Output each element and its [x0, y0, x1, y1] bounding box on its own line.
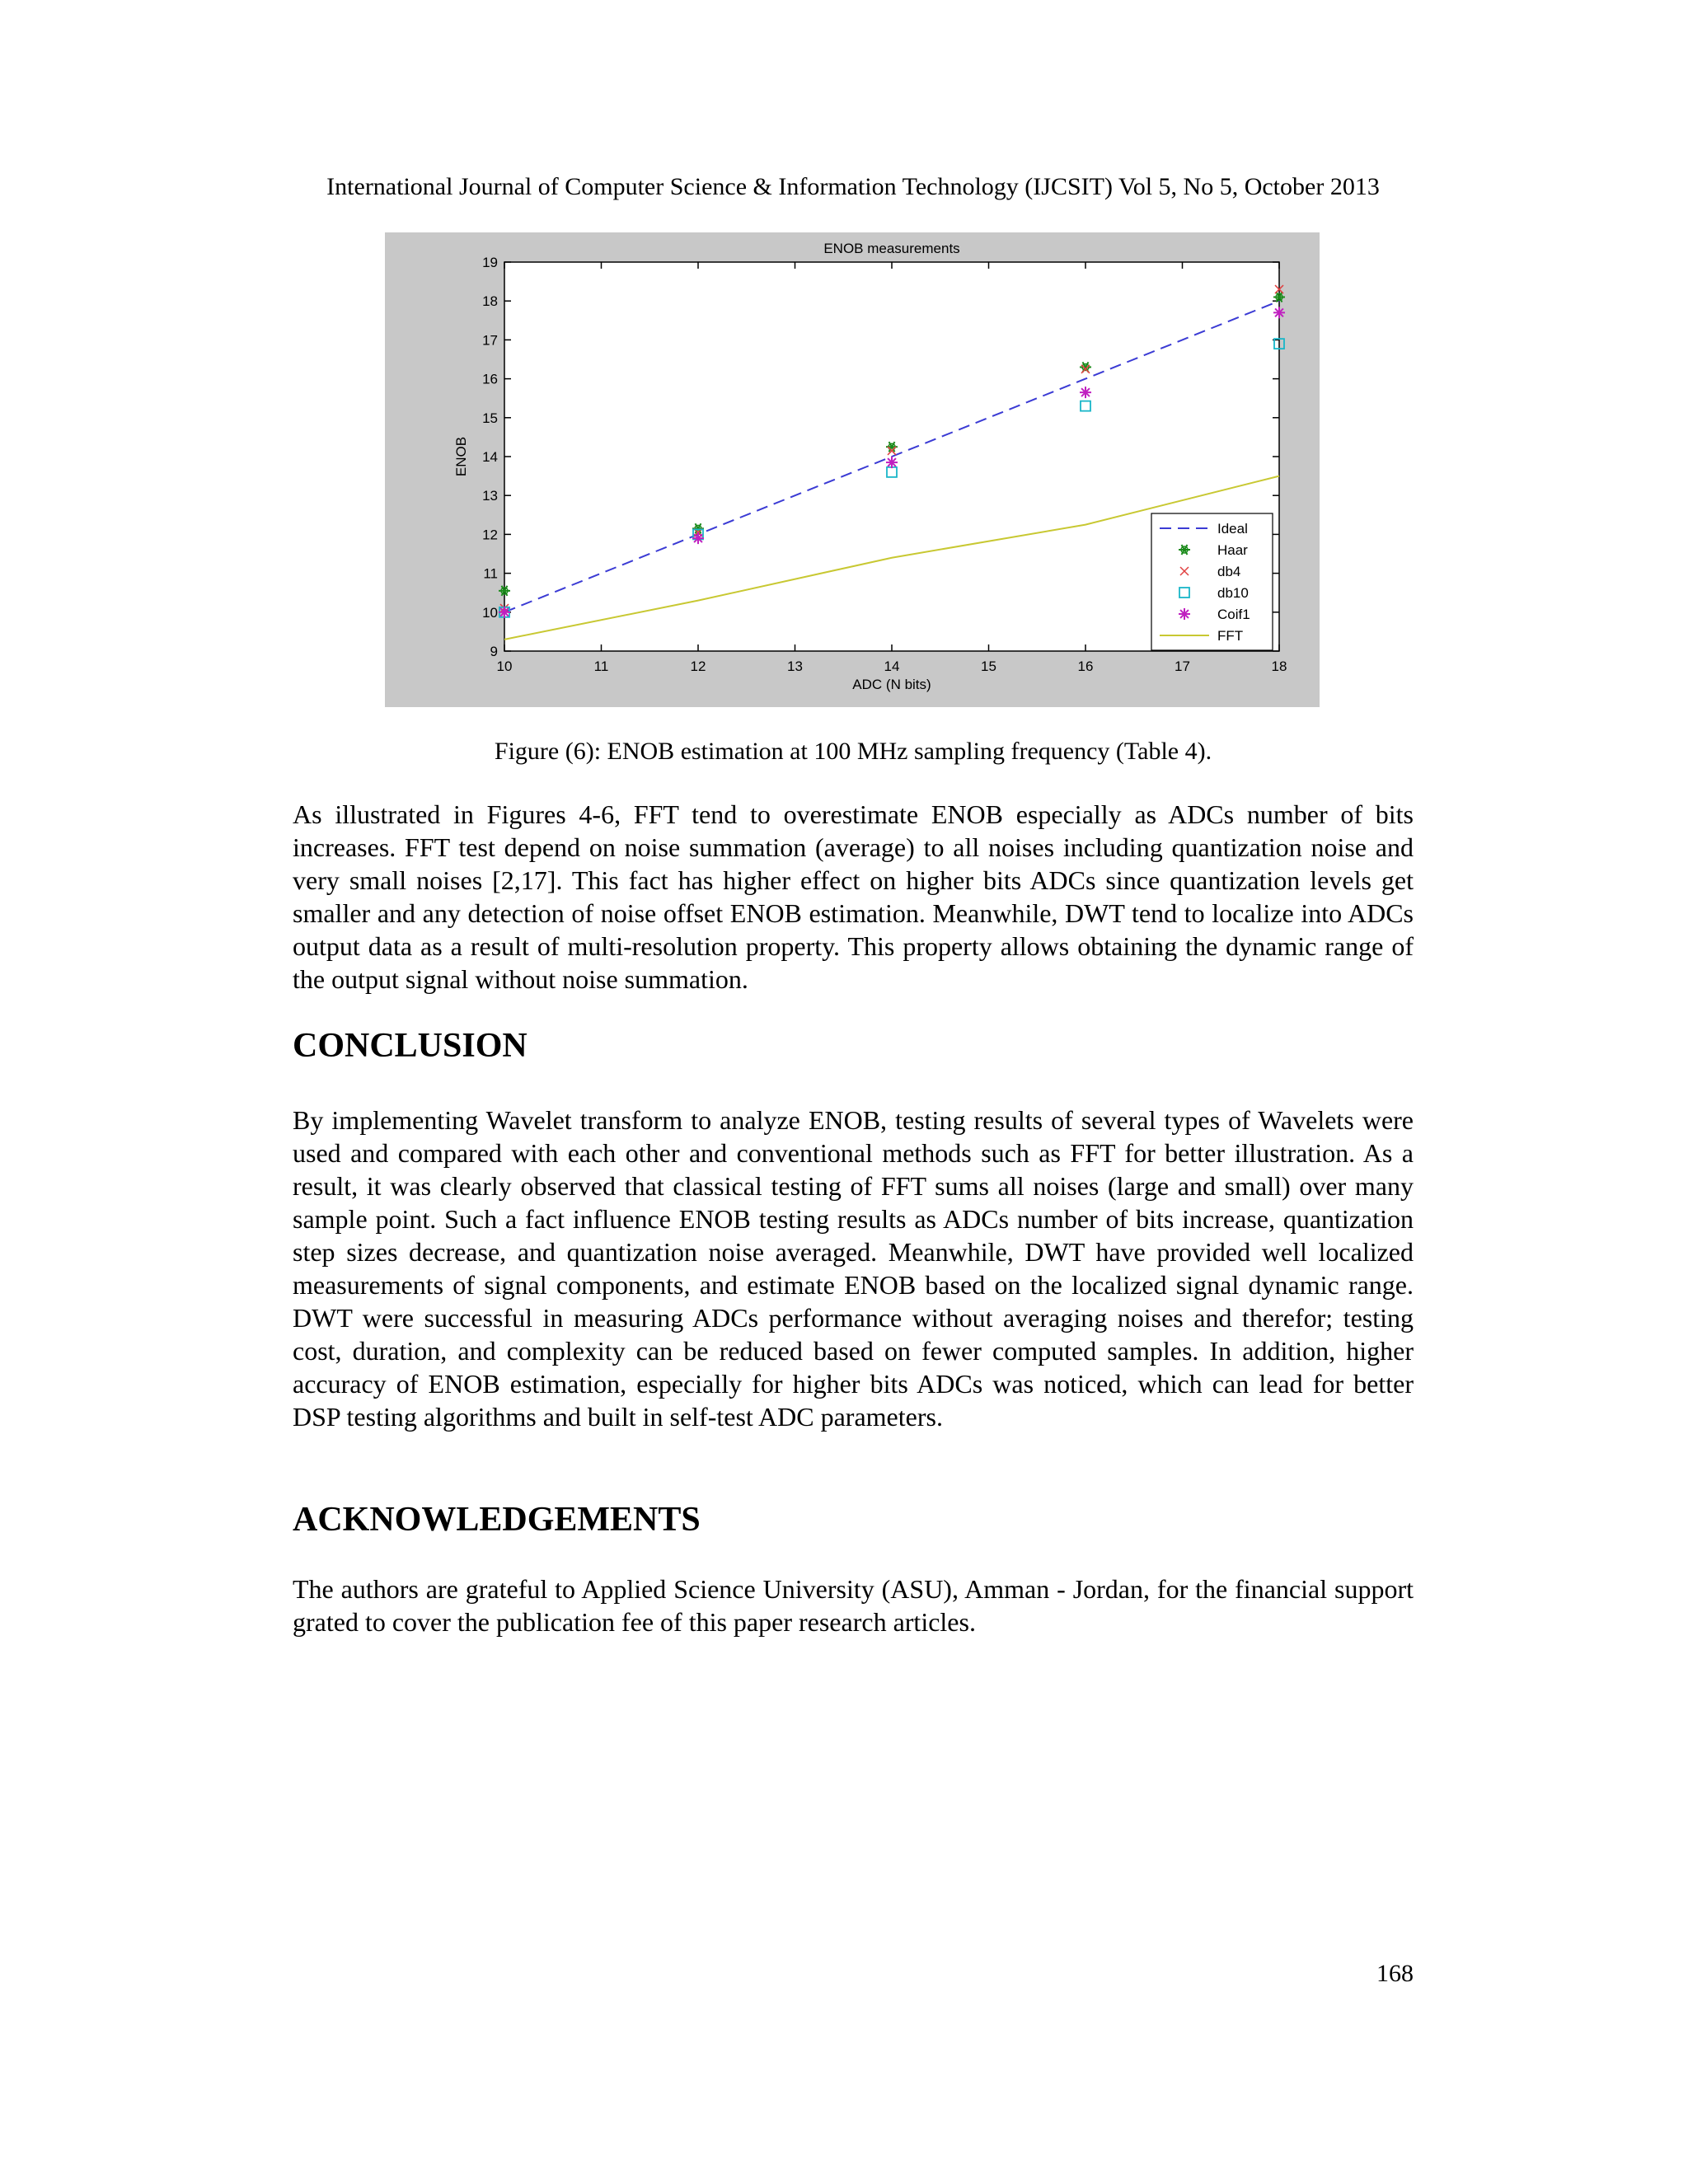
data-point-coif1 [1080, 387, 1091, 398]
legend-label-fft: FFT [1217, 628, 1244, 644]
paragraph-discussion: As illustrated in Figures 4-6, FFT tend to overestimate ENOB especially as ADCs number of bits increases. FFT test depend on noise summation (average) to all noises including quantization noise and very small noises [2,17]. This fact has higher effect on higher bits ADCs since quantization levels get smaller and any detection of noise offset ENOB estimation. Meanwhile, DWT tend to localize into ADCs output data as a result of multi-resolution property. This property allows obtaining the dynamic range of the output signal without noise summation. [293, 799, 1414, 994]
chart-legend [1151, 513, 1273, 650]
y-axis-label: ENOB [453, 436, 469, 477]
legend-label-db4: db4 [1217, 564, 1241, 579]
conclusion-heading: CONCLUSION [293, 1027, 528, 1065]
x-tick-label: 16 [1077, 658, 1094, 674]
data-point-coif1 [499, 607, 510, 618]
y-tick-label: 13 [482, 488, 498, 504]
legend-box [1151, 513, 1273, 650]
acknowledgements-heading: ACKNOWLEDGEMENTS [293, 1501, 701, 1539]
x-tick-label: 17 [1175, 658, 1190, 674]
x-axis-label: ADC (N bits) [852, 677, 931, 692]
y-tick-label: 19 [482, 255, 498, 270]
y-tick-label: 12 [482, 527, 498, 543]
figure-caption: Figure (6): ENOB estimation at 100 MHz sampling frequency (Table 4). [494, 738, 1212, 765]
data-point-coif1 [692, 532, 704, 544]
y-tick-label: 18 [482, 293, 498, 310]
y-tick-label: 14 [482, 449, 498, 465]
x-tick-label: 18 [1271, 658, 1287, 674]
x-tick-label: 12 [690, 658, 706, 674]
acknowledgements-text: The authors are grateful to Applied Science University (ASU), Amman - Jordan, for the financial support grated to cover the publication fee of this paper research articles. [293, 1574, 1414, 1637]
y-tick-label: 10 [482, 604, 498, 621]
conclusion-text: By implementing Wavelet transform to analyze ENOB, testing results of several types of Wavelets were used and compared with each other and conventional methods such as FFT for better illustration. As a result, it was clearly observed that classical testing of FFT sums all noises (large and small) over many sample point. Such a fact influence ENOB testing results as ADCs number of bits increase, quantization step sizes decrease, and quantization noise averaged. Meanwhile, DWT have provided well localized measurements of signal components, and estimate ENOB based on the localized signal dynamic range. DWT were successful in measuring ADCs performance without averaging noises and therefor; testing cost, duration, and complexity can be reduced based on fewer computed samples. In addition, higher accuracy of ENOB estimation, especially for higher bits ADCs was noticed, which can lead for better DSP testing algorithms and built in self-test ADC parameters. [293, 1105, 1414, 1432]
data-point-coif1 [886, 457, 898, 468]
y-tick-label: 9 [490, 644, 498, 659]
data-point-coif1 [1273, 307, 1285, 318]
x-tick-label: 10 [496, 658, 513, 674]
legend-label-haar: Haar [1217, 542, 1248, 558]
x-tick-label: 14 [884, 658, 900, 674]
enob-figure [385, 232, 1320, 707]
x-tick-label: 15 [981, 658, 996, 674]
y-tick-label: 17 [482, 332, 498, 349]
y-tick-label: 16 [482, 371, 498, 387]
legend-label-db10: db10 [1217, 585, 1249, 601]
page-number: 168 [1376, 1960, 1414, 1987]
y-tick-label: 15 [482, 410, 498, 426]
running-header: International Journal of Computer Science & Information Technology (IJCSIT) Vol 5, No 5, October 2013 [326, 173, 1380, 200]
chart-title: ENOB measurements [823, 241, 960, 256]
x-tick-label: 13 [787, 658, 803, 674]
legend-label-coif1: Coif1 [1217, 607, 1250, 622]
y-tick-label: 11 [483, 565, 498, 582]
enob-chart [385, 232, 1320, 707]
legend-swatch-coif1 [1179, 608, 1190, 620]
legend-label-ideal: Ideal [1217, 521, 1248, 537]
x-tick-label: 11 [593, 658, 609, 674]
